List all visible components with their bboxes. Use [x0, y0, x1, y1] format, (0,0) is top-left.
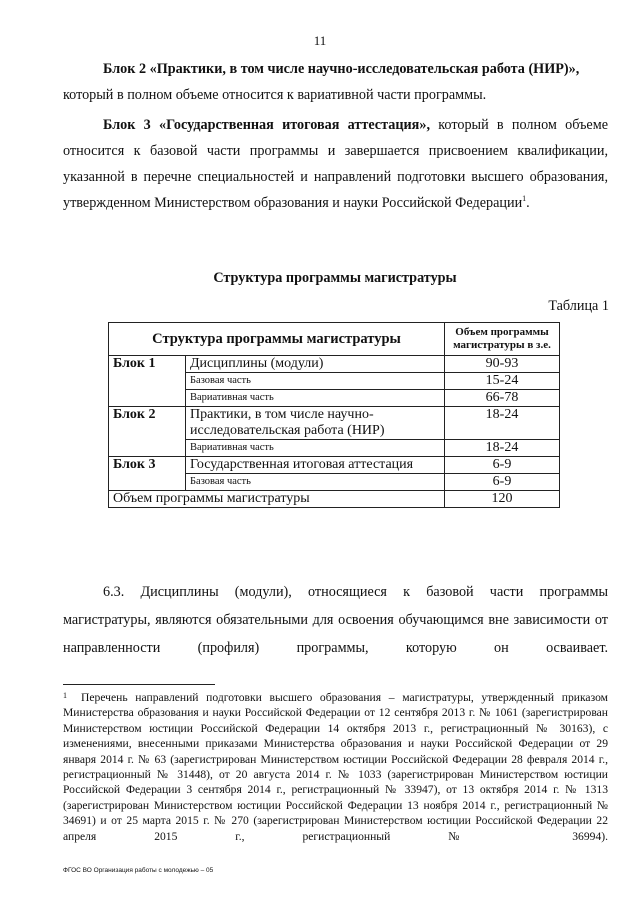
page-footer: ФГОС ВО Организация работы с молодежью – 05	[63, 867, 214, 874]
block3-paragraph	[63, 112, 608, 216]
row-value: 18-24	[445, 407, 560, 440]
block2-rest: который в полном объеме относится к вариативной части программы.	[63, 87, 487, 103]
block3-rest: который в полном объеме относится к базовой части программы и завершается присвоением квалификации, указанной в перечне специальностей и направлений подготовки высшего образования, утвержденном Министерством образования и науки Российской Федерации	[63, 117, 608, 211]
block3-title: Блок 3 «Государственная итоговая аттестация»,	[103, 117, 430, 133]
block-label: Блок 3	[109, 457, 186, 491]
row-value: 18-24	[445, 440, 560, 457]
total-value: 120	[445, 491, 560, 508]
row-value: 90-93	[445, 356, 560, 373]
block3-end: .	[526, 195, 530, 211]
table-row	[109, 457, 560, 474]
footnote-text: Перечень направлений подготовки высшего образования – магистратуры, утвержденный приказом Министерства образования и науки Российской Федерации от 12 сентября 2013 г. № 1061 (зарегистрирован Министерством юстиции Российской Федерации 14 октября 2013 г., регистрационный № 30163), с изменениями, внесенными приказами Министерства образования и науки Российской Федерации от 29 января 2014 г. № 63 (зарегистрирован Министерством юстиции Российской Федерации 28 февраля 2014 г., регистрационный № 31448), от 20 августа 2014 г. № 1033 (зарегистрирован Министерством юстиции Российской Федерации 3 сентября 2014 г., регистрационный № 33947), от 13 октября 2014 г. № 1313 (зарегистрирован Министерством юстиции Российской Федерации 13 ноября 2014 г., регистрационный № 34691) и от 25 марта 2015 г. № 270 (зарегистрирован Министерством юстиции Российской Федерации 22 апреля 2015 г., регистрационный № 36994).	[63, 691, 608, 843]
structure-table	[108, 322, 560, 508]
block2-title: Блок 2 «Практики, в том числе научно-исследовательская работа (НИР)»,	[103, 61, 580, 77]
footnote-separator	[63, 684, 215, 685]
table-total-row	[109, 491, 560, 508]
footnote	[63, 688, 608, 844]
table-row	[109, 407, 560, 440]
row-name: Государственная итоговая аттестация	[186, 457, 445, 474]
row-name: Дисциплины (модули)	[186, 356, 445, 373]
row-value: 6-9	[445, 457, 560, 474]
row-name: Вариативная часть	[186, 390, 445, 407]
table-header-row	[109, 323, 560, 356]
block2-paragraph	[63, 56, 608, 108]
block-label: Блок 2	[109, 407, 186, 457]
row-name: Базовая часть	[186, 474, 445, 491]
total-label: Объем программы магистратуры	[109, 491, 445, 508]
row-name: Практики, в том числе научно-исследовательская работа (НИР)	[186, 407, 445, 440]
row-value: 6-9	[445, 474, 560, 491]
header-volume: Объем программы магистратуры в з.е.	[445, 323, 560, 356]
row-value: 66-78	[445, 390, 560, 407]
table-row	[109, 356, 560, 373]
row-value: 15-24	[445, 373, 560, 390]
footnote-marker: 1	[63, 691, 67, 700]
section-6-3-paragraph: 6.3. Дисциплины (модули), относящиеся к базовой части программы магистратуры, являются обязательными для освоения обучающимся вне зависимости от направленности (профиля) программы, которую он осваивает.	[63, 584, 608, 656]
row-name: Базовая часть	[186, 373, 445, 390]
page-number: 11	[313, 33, 327, 48]
row-name: Вариативная часть	[186, 440, 445, 457]
block-label: Блок 1	[109, 356, 186, 407]
header-structure: Структура программы магистратуры	[109, 323, 445, 356]
section-title: Структура программы магистратуры	[213, 270, 457, 286]
table-caption: Таблица 1	[548, 298, 609, 314]
footnote-reference[interactable]: 1	[522, 194, 527, 203]
